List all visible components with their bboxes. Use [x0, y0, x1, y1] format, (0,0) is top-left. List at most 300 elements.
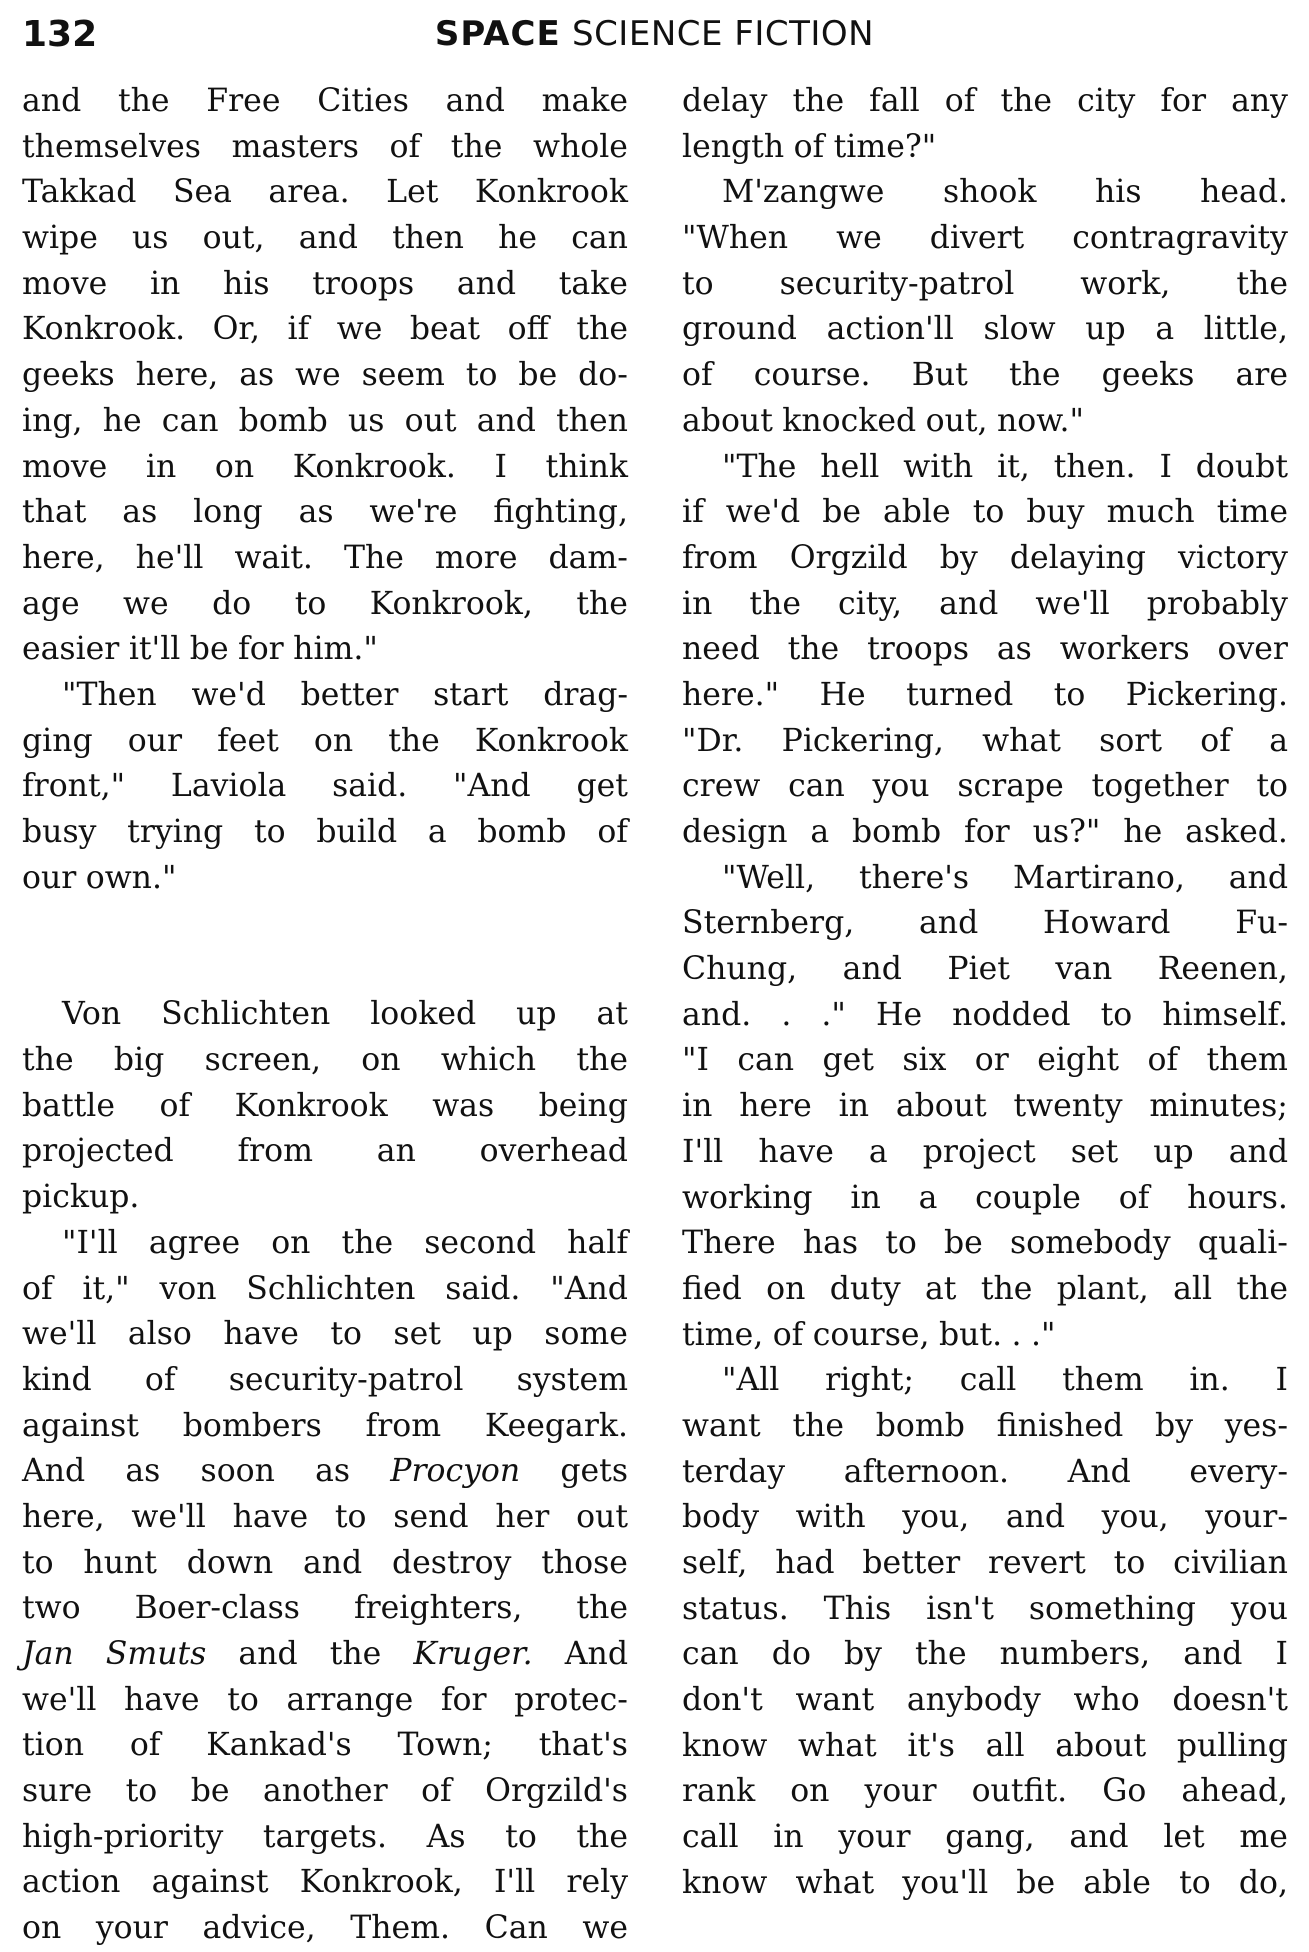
- text-line: [682, 262, 1288, 308]
- word: bomb: [238, 402, 328, 439]
- word: can: [788, 768, 845, 805]
- word: finished: [996, 1407, 1124, 1444]
- word: any: [1231, 83, 1288, 119]
- word: and: [298, 220, 358, 257]
- text-line: [22, 1312, 628, 1358]
- word: be: [1016, 1864, 1056, 1901]
- word: in.: [1189, 1362, 1230, 1399]
- word: be: [189, 631, 229, 668]
- word: call: [682, 1819, 739, 1856]
- text-line: [22, 1860, 628, 1906]
- word: right;: [825, 1362, 915, 1399]
- word: then: [556, 402, 628, 439]
- word: six: [902, 1042, 947, 1079]
- word: isn't: [926, 1590, 994, 1627]
- text-line: [22, 719, 628, 765]
- text-line: [682, 1267, 1288, 1313]
- text-line: [682, 216, 1288, 262]
- word: to: [505, 1818, 537, 1855]
- word: take: [558, 265, 628, 302]
- word: of: [682, 357, 713, 394]
- word: to: [1100, 996, 1133, 1033]
- word: on: [271, 1224, 311, 1261]
- text-line: [22, 1221, 628, 1267]
- word: to: [294, 585, 327, 622]
- text-line: [682, 764, 1288, 810]
- word: pickup.: [22, 1179, 140, 1216]
- word: of: [1118, 1179, 1150, 1216]
- word: up: [472, 1316, 513, 1353]
- word: minutes;: [1149, 1088, 1288, 1125]
- word: Kankad's: [206, 1727, 352, 1764]
- word: .: [781, 996, 792, 1033]
- word: what: [982, 722, 1061, 759]
- word: to: [227, 1681, 259, 1718]
- word: and: [238, 1636, 298, 1672]
- word: it,: [997, 448, 1030, 485]
- text-line: [682, 170, 1288, 216]
- word: hell: [820, 448, 880, 485]
- word: think: [545, 448, 628, 485]
- text-line: [682, 1038, 1288, 1084]
- word: your: [95, 1910, 168, 1947]
- word: The: [343, 539, 404, 576]
- word: action: [22, 1864, 121, 1901]
- word: own.": [85, 859, 177, 896]
- text-line: [682, 79, 1288, 125]
- word: slow: [983, 311, 1056, 348]
- word: out: [576, 1498, 628, 1535]
- text-line: [682, 901, 1288, 947]
- word: I: [1159, 448, 1172, 485]
- word: the: [980, 1270, 1033, 1307]
- word: and: [1183, 1636, 1243, 1673]
- word: he: [1123, 814, 1163, 850]
- word: and.: [682, 996, 752, 1033]
- word: Konkrook: [234, 1087, 388, 1124]
- word: time: [1216, 494, 1288, 531]
- text-line: [22, 1678, 628, 1724]
- word: Boer-class: [134, 1590, 300, 1627]
- word: anybody: [906, 1682, 1041, 1719]
- word: against: [22, 1407, 139, 1444]
- word: the: [117, 83, 170, 119]
- word: Can: [484, 1910, 548, 1947]
- word: arrange: [286, 1681, 414, 1718]
- word: to: [125, 1773, 158, 1810]
- word: in: [773, 1819, 804, 1856]
- text-line: [682, 1130, 1288, 1176]
- word: to: [22, 1544, 54, 1581]
- text-line: [22, 1815, 628, 1861]
- word: course,: [812, 1316, 930, 1353]
- word: want: [682, 1407, 761, 1444]
- word: here: [739, 1088, 812, 1125]
- word: make: [541, 83, 628, 119]
- word: revert: [987, 1545, 1086, 1581]
- word: and: [1069, 1819, 1129, 1856]
- word: crew: [682, 768, 761, 805]
- word: us?": [1032, 814, 1101, 850]
- word: an: [376, 1133, 416, 1170]
- word: move: [22, 448, 108, 485]
- word: of: [1147, 1042, 1179, 1079]
- word: age: [22, 585, 80, 622]
- text-column-right: [682, 79, 1288, 1909]
- word: the: [388, 722, 440, 759]
- word: And: [564, 1636, 628, 1672]
- word: can: [682, 1636, 739, 1673]
- text-line: [22, 536, 628, 582]
- word: "The: [722, 448, 797, 485]
- word: and: [445, 83, 505, 119]
- text-line: [22, 79, 628, 125]
- word: we: [582, 1910, 628, 1947]
- word: terday: [682, 1453, 786, 1490]
- word: projected: [22, 1133, 174, 1170]
- text-line: [22, 1906, 628, 1952]
- word: us: [348, 402, 385, 439]
- word: Cities: [317, 83, 409, 119]
- word: soon: [200, 1453, 275, 1490]
- text-line: [682, 947, 1288, 993]
- text-line: [682, 1495, 1288, 1541]
- word: looked: [370, 996, 477, 1033]
- text-line: [22, 1632, 628, 1678]
- word: Konkrook.: [22, 311, 186, 348]
- word: a: [810, 814, 830, 850]
- text-line: [682, 582, 1288, 628]
- text-line: [682, 673, 1288, 719]
- word: we're: [369, 494, 458, 531]
- word: the: [22, 1042, 74, 1079]
- word: trying: [127, 814, 224, 850]
- word: at: [925, 1270, 957, 1307]
- word: Orgzild's: [485, 1773, 628, 1810]
- word: numbers,: [999, 1636, 1151, 1673]
- word: duty: [829, 1270, 901, 1307]
- word: off: [507, 311, 549, 348]
- word: the: [576, 1818, 628, 1855]
- word: time,: [682, 1316, 764, 1353]
- word: sort: [1099, 722, 1163, 759]
- word: your-: [1205, 1499, 1288, 1536]
- word: delay: [682, 83, 768, 119]
- word: together: [1091, 768, 1229, 805]
- word: status.: [682, 1590, 789, 1627]
- word: fied: [682, 1270, 742, 1307]
- text-line: [22, 216, 628, 262]
- word: "Well,: [722, 859, 816, 896]
- word: knocked: [782, 402, 917, 439]
- word: divert: [929, 220, 1025, 257]
- word: we'll: [131, 1498, 206, 1535]
- word: buy: [1026, 494, 1085, 531]
- text-line: [682, 307, 1288, 353]
- text-line: [22, 1129, 628, 1175]
- word: with: [903, 448, 974, 485]
- word: and: [302, 1544, 363, 1581]
- word: have: [232, 1498, 309, 1535]
- text-line: [22, 353, 628, 399]
- word: all: [1173, 1270, 1213, 1307]
- word: more: [434, 539, 518, 576]
- text-line: [682, 490, 1288, 536]
- word: can: [571, 220, 628, 257]
- word: drag-: [543, 676, 628, 713]
- word: probably: [1146, 585, 1288, 622]
- word: feet: [217, 722, 279, 759]
- word: He: [875, 996, 923, 1033]
- word: I: [1275, 1362, 1288, 1399]
- word: by: [939, 539, 978, 576]
- word: Takkad: [22, 174, 137, 211]
- word: here,: [22, 1498, 105, 1535]
- word: long: [193, 494, 263, 531]
- word: who: [1073, 1682, 1140, 1719]
- page-header: [22, 14, 1287, 64]
- word: us: [132, 220, 169, 257]
- word: he: [102, 402, 142, 439]
- text-line: [22, 673, 628, 719]
- word: do-: [578, 357, 628, 394]
- word: the: [450, 128, 503, 165]
- word: get: [576, 768, 628, 805]
- word: von: [159, 1270, 217, 1307]
- word: There: [682, 1225, 776, 1262]
- word: for: [238, 631, 284, 668]
- word: Town;: [397, 1727, 493, 1764]
- word: know: [682, 1864, 768, 1901]
- word: the: [576, 1590, 628, 1627]
- word: on: [766, 1270, 806, 1307]
- text-line: [22, 1769, 628, 1815]
- word: by: [843, 1636, 882, 1673]
- word: down: [186, 1544, 274, 1581]
- word: on: [361, 1042, 401, 1079]
- word: front,": [22, 768, 126, 805]
- word: can: [161, 402, 219, 439]
- word: quali-: [1197, 1225, 1288, 1262]
- magazine-title: [22, 14, 1287, 54]
- magazine-title-bold: SPACE: [434, 14, 561, 54]
- magazine-title-rest: SCIENCE FICTION: [571, 14, 875, 54]
- word: sure: [22, 1773, 93, 1810]
- word: the: [341, 1224, 394, 1261]
- word: for: [964, 814, 1010, 850]
- word: that: [22, 494, 87, 531]
- word: pulling: [1176, 1727, 1288, 1764]
- text-line: [22, 125, 628, 171]
- text-line: [22, 1267, 628, 1313]
- word: here.": [682, 676, 780, 713]
- word: eight: [1037, 1042, 1120, 1079]
- word: gang,: [945, 1819, 1035, 1856]
- word: Pickering,: [781, 722, 944, 759]
- word: body: [682, 1499, 760, 1536]
- word: up: [1153, 1133, 1194, 1170]
- word: troops: [867, 631, 970, 668]
- word: for: [1160, 83, 1207, 119]
- word: do: [212, 585, 252, 622]
- word: destroy: [391, 1544, 512, 1581]
- word: time?": [833, 128, 937, 165]
- word: the: [1236, 1270, 1288, 1307]
- word: to: [334, 1498, 367, 1535]
- word: "I'll: [62, 1224, 118, 1261]
- text-line: [22, 1038, 628, 1084]
- word: delaying: [1009, 539, 1146, 576]
- word: As: [426, 1818, 466, 1855]
- word: and: [1228, 859, 1288, 896]
- text-line: [682, 993, 1288, 1039]
- word: big: [113, 1042, 165, 1079]
- word: tion: [22, 1727, 84, 1764]
- word: of: [1200, 722, 1231, 759]
- word: are: [1235, 357, 1288, 394]
- word: Let: [386, 174, 439, 211]
- word: rank: [682, 1773, 756, 1810]
- word: system: [516, 1361, 628, 1398]
- word: Martirano,: [1012, 859, 1185, 896]
- word: Go: [1102, 1773, 1147, 1810]
- text-line: [682, 1541, 1288, 1587]
- word: "Dr.: [682, 722, 744, 759]
- text-line: [22, 490, 628, 536]
- word: Or,: [212, 311, 261, 348]
- word: dam-: [548, 539, 628, 576]
- word: for: [440, 1681, 487, 1718]
- word: and: [22, 83, 82, 119]
- text-line: [22, 1404, 628, 1450]
- word: the: [787, 631, 840, 668]
- word: the: [1008, 357, 1061, 394]
- word: plant,: [1056, 1270, 1149, 1307]
- word: have: [223, 1316, 299, 1353]
- word: me: [1239, 1819, 1288, 1856]
- word: about: [682, 402, 773, 439]
- text-line: [682, 627, 1288, 673]
- word: had: [775, 1545, 835, 1581]
- word: But: [911, 357, 968, 394]
- word: much: [1106, 494, 1195, 531]
- word: there's: [858, 859, 970, 896]
- word: those: [541, 1544, 628, 1581]
- word: be: [518, 357, 558, 394]
- text-line: [22, 764, 628, 810]
- word: himself.: [1162, 996, 1288, 1033]
- word: agree: [148, 1224, 241, 1261]
- word: of: [22, 1270, 53, 1307]
- text-line: [682, 719, 1288, 765]
- text-line: [682, 536, 1288, 582]
- word: Procyon: [390, 1453, 521, 1490]
- word: And: [22, 1453, 86, 1490]
- text-line: [682, 399, 1288, 445]
- word: we: [123, 585, 169, 622]
- word: shook: [942, 174, 1037, 211]
- word: .: [1011, 1316, 1022, 1353]
- word: the: [576, 585, 628, 622]
- word: can: [737, 1042, 795, 1079]
- word: to: [465, 357, 498, 394]
- word: geeks: [22, 357, 115, 394]
- word: to: [972, 494, 1005, 531]
- word: outfit.: [971, 1773, 1068, 1810]
- word: easier: [22, 631, 120, 668]
- word: Laviola: [170, 768, 287, 805]
- word: send: [393, 1498, 469, 1535]
- word: workers: [1059, 631, 1190, 668]
- word: masters: [231, 128, 359, 165]
- word: bomb: [875, 1407, 965, 1444]
- word: all: [985, 1727, 1025, 1764]
- word: themselves: [22, 128, 201, 165]
- word: nodded: [952, 996, 1071, 1033]
- word: have: [758, 1133, 834, 1170]
- word: in: [149, 265, 181, 302]
- word: and: [842, 951, 902, 988]
- word: let: [1163, 1819, 1205, 1856]
- word: protec-: [514, 1681, 628, 1718]
- word: then: [392, 220, 464, 257]
- text-line: [22, 399, 628, 445]
- word: to: [885, 1225, 917, 1262]
- word: two: [22, 1590, 81, 1627]
- word: Reenen,: [1157, 951, 1288, 988]
- word: contragravity: [1072, 220, 1288, 257]
- word: somebody: [1010, 1225, 1171, 1262]
- word: Smuts: [105, 1636, 207, 1672]
- word: call: [959, 1362, 1017, 1399]
- word: hours.: [1187, 1179, 1288, 1216]
- word: build: [316, 814, 398, 850]
- word: security-patrol: [779, 265, 1015, 302]
- word: at: [596, 996, 628, 1033]
- word: a: [1155, 311, 1175, 348]
- word: your: [864, 1773, 937, 1810]
- word: troops: [312, 265, 415, 302]
- word: as: [298, 494, 334, 531]
- word: here,: [135, 357, 219, 394]
- word: the: [576, 311, 628, 348]
- word: self,: [682, 1545, 748, 1581]
- word: something: [1028, 1590, 1196, 1627]
- word: as: [122, 494, 158, 531]
- word: you: [872, 768, 930, 805]
- word: fall: [869, 83, 920, 119]
- word: length: [682, 128, 785, 165]
- word: some: [544, 1316, 628, 1353]
- word: Sea: [172, 174, 232, 211]
- word: seem: [361, 357, 445, 394]
- word: another: [262, 1773, 388, 1810]
- word: know: [682, 1727, 768, 1764]
- word: ing,: [22, 402, 83, 439]
- word: "All: [722, 1362, 780, 1399]
- word: of: [129, 1727, 161, 1764]
- word: geeks: [1101, 357, 1195, 394]
- text-line: [682, 1861, 1288, 1907]
- text-line: [682, 125, 1288, 171]
- word: This: [823, 1590, 892, 1627]
- word: the: [1236, 265, 1288, 302]
- word: up: [516, 996, 557, 1033]
- word: Von: [62, 996, 122, 1033]
- word: turned: [906, 676, 1014, 713]
- word: we'll: [22, 1316, 97, 1353]
- text-line: [22, 1495, 628, 1541]
